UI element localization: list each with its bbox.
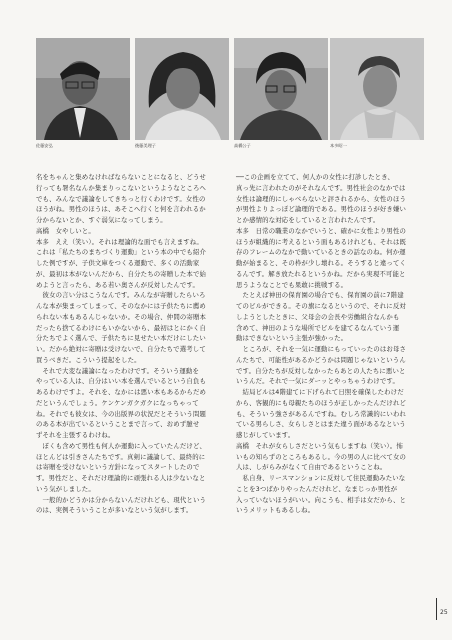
text-line: たとえば神田の保育園の場合でも、保育園の前に7階建 — [236, 291, 404, 300]
text-line: 本多 日常の職業のなかでいうと、確かに女性より男性の — [236, 226, 407, 235]
body-text-left-column — [36, 172, 219, 516]
text-line: が、最初は本がないんだから、自分たちの寄贈した本で始 — [36, 269, 207, 278]
text-line: んたちで、可能性があるかどうかは問題じゃないというん — [236, 355, 406, 364]
portrait-photo-2 — [135, 38, 229, 140]
text-line: が男性よりよっぽど論理的である。男性のほうが好き嫌い — [236, 205, 407, 214]
text-line: 買うべきだ。こういう提起をした。 — [36, 355, 141, 364]
text-line: は寄贈を受けないという方針になってスタートしたので — [36, 463, 200, 472]
caption-1: 佐藤安弘 — [36, 143, 53, 148]
text-line: のは、実例そういうことが多いなという気がします。 — [36, 506, 193, 515]
portrait-photo-3 — [234, 38, 328, 140]
text-line: 彼女の言い分はこうなんです。みんなが寄贈したらいろ — [36, 291, 206, 300]
page-number: 25 — [440, 609, 448, 616]
portrait-photo-4 — [330, 38, 424, 140]
text-line: あるわけですよ。それを、なかには悪い本もあるからだめ — [36, 388, 207, 396]
text-line: す。男性だと、それだけ理論的に頑張れる人は少ないなと — [36, 474, 206, 482]
text-line: ──この企画を立てて、何人かの女性に打診したとき、 — [236, 173, 395, 181]
text-line: のある本が出ているということまで言って、おめず臆せ — [36, 420, 200, 429]
text-line: いうんだ。それで一気にダーッとやっちゃうわけです。 — [236, 377, 400, 386]
text-line: いもの知らずのところもあるし。今の男の人に比べて女の — [236, 452, 407, 461]
text-line: ほとんどは引きさんたちです。真剣に議論して、最終的に — [36, 452, 206, 461]
text-line: 入っていないほうがいい。向こうも、相手は女だから、と — [236, 495, 407, 504]
text-line: いうメリットもあるしね。 — [236, 506, 315, 515]
text-line: 一般的かどうかは分からないんだけれども、現代という — [36, 495, 207, 504]
text-line: 動はできないという主張が強かった。 — [236, 334, 348, 343]
text-line: ほうがね。男性のほうは、あそこへ行くと何を言われるか — [36, 205, 206, 214]
body-text-right-column — [236, 172, 422, 516]
text-line: ている男らしさ、女らしさとはまた違う面があるなという — [236, 420, 406, 429]
text-line: られない本もあるんじゃないか。その場合、仲間の寄贈本 — [36, 312, 207, 321]
text-line: 感じがしています。 — [236, 431, 295, 439]
text-line: でも、みんなで議論をしてきちっと行くわけです。女性の — [36, 194, 206, 203]
caption-3: 高橋公子 — [234, 143, 251, 148]
text-line: 高橋 それが女らしさだという気もしますね（笑い）。怖 — [236, 441, 403, 450]
text-line: 名をちゃんと集めなければならないことになると、どうせ — [36, 173, 207, 181]
text-line: んな本が集まってしまって、そのなかには子供たちに薦め — [36, 302, 206, 310]
text-line: とか感情的な対応をしていると言われたんです。 — [236, 216, 380, 224]
text-line: 本多 ええ（笑い）。それは理論的な面でも言えますね。 — [36, 237, 203, 246]
portrait-photo-1 — [36, 38, 130, 140]
text-line: これは「私たちのまちづくり運動」という本の中でも紹介 — [36, 248, 206, 257]
text-line: 私自身、リースマンションに反対して住民運動みたいな — [236, 474, 406, 482]
text-line: しようとしたときに、父母会の会長や労働組合なんかも — [236, 312, 400, 321]
text-line: やっている人は、自分はいい本を選んでいるという自負も — [36, 377, 207, 386]
text-line: てのビルができる。その旗になるというので、それに反対 — [236, 302, 406, 310]
text-line: それで大変な議論になったわけです。そういう運動を — [36, 366, 200, 375]
text-line: めようと言ったら、ある若い奥さんが反対したんです。 — [36, 280, 200, 289]
text-line: いう気がしました。 — [36, 484, 95, 493]
page-number-rule — [436, 598, 437, 620]
text-line: 真っ先に言われたのがそれなんです。男性社会のなかでは — [236, 183, 406, 192]
text-line: 分たちでよく選んで、子供たちに見せたい本だけにしたい — [36, 334, 206, 343]
text-line: から、客観的にも母親たちのほうが正しかったんだけれど — [236, 398, 407, 407]
text-line: ほうが組織的に考えるという面もあるけれども、それは既 — [236, 237, 407, 246]
text-line: も、そういう強さがあるんですね。むしろ常識的にいわれ — [236, 409, 407, 418]
text-line: 含めて、神田のような場所でビルを建てるなんていう運 — [236, 323, 400, 332]
text-line: です。自分たちが反対しなかったらあとの人たちに悪いと — [236, 366, 406, 375]
text-line: 人は、しがらみがなくて自由であるということね。 — [236, 463, 387, 472]
text-line: い。だから絶対に寄贈は受けないで、自分たちで選考して — [36, 345, 206, 353]
text-line: ことを3つばかりやったんだけれど、なまじっか男性が — [236, 484, 398, 493]
text-line: 行っても署名なんか集まりっこないというようなところへ — [36, 183, 207, 192]
text-line: ぼくも含めて男性も何人か運動に入っていたんだけど、 — [36, 441, 207, 450]
text-line: だというんでしょう。ケンケンガクガクになっちゃって — [36, 398, 199, 407]
text-line: ずそれを主張するわけね。 — [36, 431, 115, 439]
caption-4: 本多昭一 — [330, 143, 347, 148]
text-line: 結局ビルは4階建てに下げられて日照を確保したわけだ — [236, 388, 404, 396]
text-line: 動が始まると、その枠が少し壊れる。そうすると違ってく — [236, 259, 407, 267]
text-line: 分からないとか、すぐ弱気になってしまう。 — [36, 216, 167, 224]
text-line: るんです。解き放たれるというかね。だから実現不可能と — [236, 269, 406, 278]
text-line: 思うようなことでも果敢に挑戦する。 — [236, 280, 348, 289]
text-line: 存のフレームのなかで動いているときの話なのね。何か運 — [236, 248, 406, 257]
text-line: だったら捨てるわけにもいかないから、最初はとにかく自 — [36, 323, 207, 332]
text-line: ね。それでも彼女は、今の出版界の状況だとそういう問題 — [36, 409, 207, 418]
text-line: ところが、それを一気に運動にもっていったのはお母さ — [236, 345, 407, 353]
caption-2: 後藤美理子 — [135, 143, 156, 148]
text-line: 女性は論理的にしゃべらないと評されるから、女性のほう — [236, 194, 407, 203]
text-line: した例ですが、子供文庫をつくる運動で、多くの活動家 — [36, 259, 200, 267]
text-line: 高橋 女やしいと。 — [36, 226, 95, 235]
